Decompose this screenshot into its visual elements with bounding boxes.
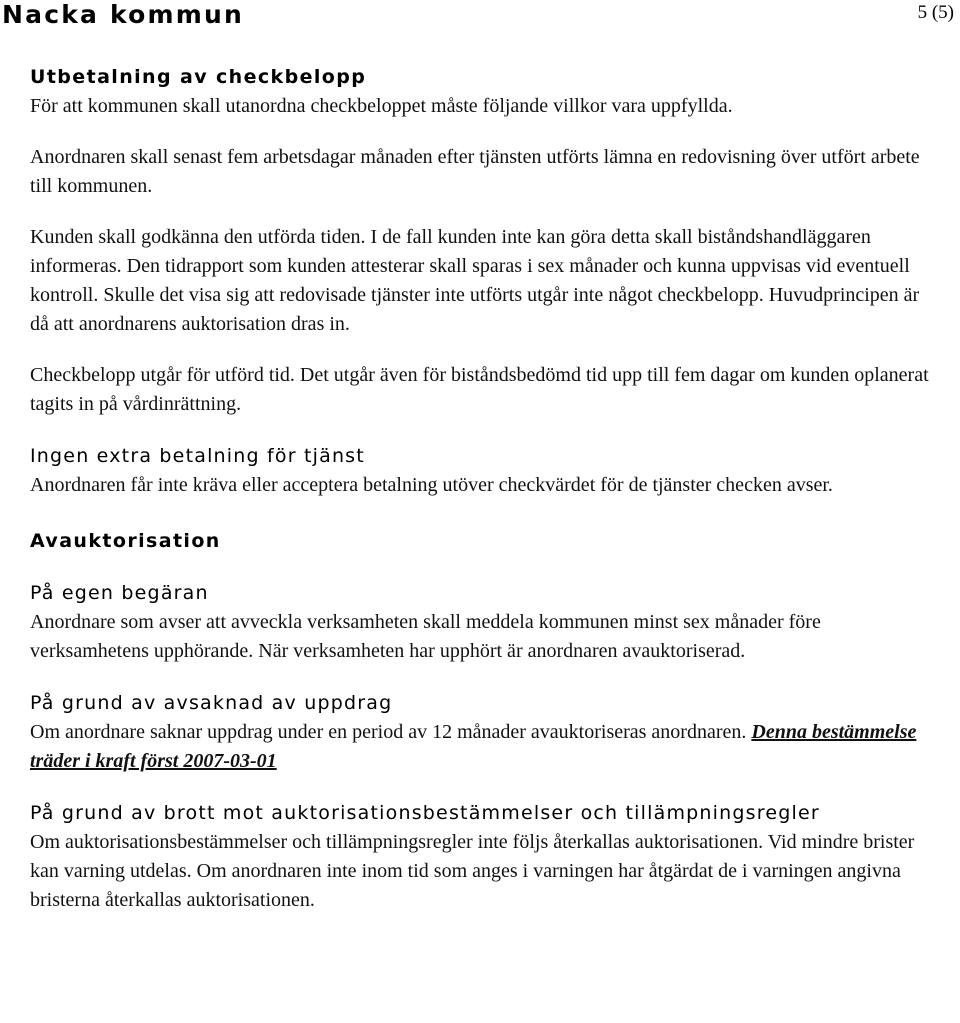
paragraph-checkbelopp: Checkbelopp utgår för utförd tid. Det utgår även för biståndsbedömd tid upp till fem dagar om kunden oplanerat tagits in på vårdinrättning.	[30, 364, 929, 415]
paragraph-utbetalning-intro: För att kommunen skall utanordna checkbeloppet måste följande villkor vara uppfyllda.	[30, 95, 733, 117]
page-header	[0, 0, 960, 34]
heading-avsaknad-uppdrag: På grund av avsaknad av uppdrag	[30, 692, 393, 714]
heading-extra-betalning: Ingen extra betalning för tjänst	[30, 445, 365, 467]
effective-date-notice: Denna bestämmelse träder i kraft först 2007-03-01	[30, 721, 917, 772]
document-body	[30, 62, 935, 915]
organization-name: Nacka kommun	[2, 0, 245, 29]
paragraph-brott-mot-regler: Om auktorisationsbestämmelser och tillämpningsregler inte följs återkallas auktorisationen. Vid mindre brister kan varning utdelas. Om anordnaren inte inom tid som anges i varningen har åtgärdat de i varningen angivna bristerna återkallas auktorisationen.	[30, 831, 915, 911]
heading-utbetalning: Utbetalning av checkbelopp	[30, 66, 367, 88]
heading-egen-begaran: På egen begäran	[30, 582, 209, 604]
heading-avauktorisation: Avauktorisation	[30, 530, 221, 552]
heading-brott-mot-regler: På grund av brott mot auktorisationsbestämmelser och tillämpningsregler	[30, 802, 820, 824]
avsaknad-text: Om anordnare saknar uppdrag under en period av 12 månader avauktoriseras anordnaren.	[30, 721, 747, 743]
paragraph-extra-betalning: Anordnaren får inte kräva eller acceptera betalning utöver checkvärdet för de tjänster checken avser.	[30, 474, 833, 496]
page-number: 5 (5)	[917, 2, 954, 23]
paragraph-avsaknad-uppdrag	[30, 718, 935, 776]
paragraph-godkannande: Kunden skall godkänna den utförda tiden. I de fall kunden inte kan göra detta skall biståndshandläggaren informeras. Den tidrapport som kunden attesterar skall sparas i sex månader och kunna uppvisas vid eventuell kontroll. Skulle det visa sig att redovisade tjänster inte utförts utgår inte något checkbelopp. Huvudprincipen är då att anordnarens auktorisation dras in.	[30, 226, 920, 335]
paragraph-egen-begaran: Anordnare som avser att avveckla verksamheten skall meddela kommunen minst sex månader före verksamhetens upphörande. När verksamheten har upphört är anordnaren avauktoriserad.	[30, 611, 821, 662]
paragraph-redovisning: Anordnaren skall senast fem arbetsdagar månaden efter tjänsten utförts lämna en redovisning över utfört arbete till kommunen.	[30, 146, 920, 197]
